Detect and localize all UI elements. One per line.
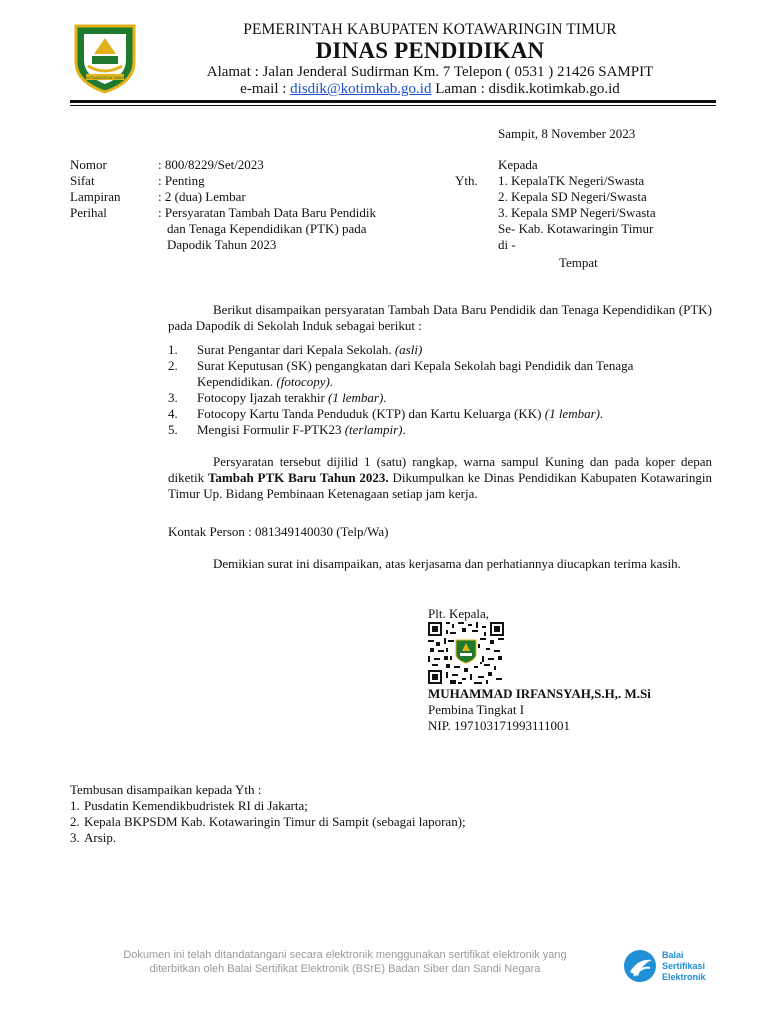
carbon-copy-block <box>70 782 630 846</box>
website-text: Laman : disdik.kotimkab.go.id <box>431 81 620 97</box>
recipient-line-1: 1. KepalaTK Negeri/Swasta <box>498 173 645 188</box>
letterhead-rule-thick <box>70 100 716 103</box>
bsre-logo <box>620 946 730 986</box>
signature-qr-code <box>428 622 504 684</box>
e-signature-notice-line2: diterbitkan oleh Balai Sertifikat Elektronik (BSrE) Badan Siber dan Sandi Negara <box>149 963 541 975</box>
list-item: 3. Fotocopy Ijazah terakhir (1 lembar). <box>168 390 387 405</box>
regency-emblem-logo <box>72 22 138 94</box>
list-item: 1. Pusdatin Kemendikbudristek RI di Jakarta; <box>70 798 308 813</box>
recipient-line-5: di - <box>498 237 516 252</box>
bsre-logo-line2: Sertifikasi <box>662 961 706 971</box>
email-label: e-mail : <box>240 81 291 97</box>
letter-date: Sampit, 8 November 2023 <box>498 126 636 141</box>
e-signature-notice <box>80 948 610 976</box>
binding-cover-title: Tambah PTK Baru Tahun 2023. <box>207 470 389 485</box>
bsre-logo-line3: Elektronik <box>662 972 706 982</box>
agency-address: Alamat : Jalan Jenderal Sudirman Km. 7 Telepon ( 0531 ) 21426 SAMPIT <box>206 64 654 80</box>
signatory-rank: Pembina Tingkat I <box>428 702 525 717</box>
logo-banner-text: KOTAWARINGIN TIMUR <box>86 76 124 80</box>
meta-label-lampiran: Lampiran <box>70 189 121 204</box>
recipient-yth: Yth. <box>455 173 478 188</box>
recipient-line-2: 2. Kepala SD Negeri/Swasta <box>498 189 647 204</box>
bsre-logo-line1: Balai <box>662 950 684 960</box>
e-signature-notice-line1: Dokumen ini telah ditandatangani secara elektronik menggunakan sertifikat elektronik yang <box>123 949 567 961</box>
signatory-name: MUHAMMAD IRFANSYAH,S.H,. M.Si <box>428 686 651 701</box>
meta-value-sifat: : Penting <box>158 173 205 188</box>
signatory-title: Plt. Kepala, <box>428 606 490 621</box>
meta-label-sifat: Sifat <box>70 173 95 188</box>
meta-value-nomor: : 800/8229/Set/2023 <box>158 157 264 172</box>
recipient-place: Tempat <box>559 255 598 270</box>
recipient-line-4: Se- Kab. Kotawaringin Timur <box>498 221 654 236</box>
binding-paragraph: Persyaratan tersebut dijilid 1 (satu) rangkap, warna sampul Kuning dan pada koper depan diketik Tambah PTK Baru Tahun 2023. Dikumpulkan ke Dinas Pendidikan Kabupaten Kotawaringin Timur Up. Bidang Pembinaan Ketenagaan setiap jam kerja. <box>168 454 713 501</box>
requirements-list <box>168 342 712 438</box>
meta-value-perihal: : Persyaratan Tambah Data Baru Pendidik <box>158 205 376 220</box>
list-item: 2. Surat Keputusan (SK) pengangkatan dari Kepala Sekolah bagi Pendidik dan Tenaga Kependidikan. (fotocopy). <box>168 358 634 389</box>
list-item: 5. Mengisi Formulir F-PTK23 (terlampir). <box>168 422 406 437</box>
meta-label-perihal: Perihal <box>70 205 107 220</box>
intro-paragraph: Berikut disampaikan persyaratan Tambah Data Baru Pendidik dan Tenaga Kependidikan (PTK) pada Dapodik di Sekolah Induk sebagai berikut : <box>168 302 712 333</box>
signatory-nip: NIP. 197103171993111001 <box>428 718 571 733</box>
government-name: PEMERINTAH KABUPATEN KOTAWARINGIN TIMUR <box>243 21 617 38</box>
cc-heading: Tembusan disampaikan kepada Yth : <box>70 782 262 797</box>
contact-person: Kontak Person : 081349140030 (Telp/Wa) <box>168 524 389 539</box>
email-link[interactable]: disdik@kotimkab.go.id <box>290 81 432 97</box>
agency-contact <box>150 80 710 98</box>
meta-label-nomor: Nomor <box>70 157 107 172</box>
meta-value-perihal-line2: dan Tenaga Kependidikan (PTK) pada <box>167 221 367 236</box>
agency-name: DINAS PENDIDIKAN <box>315 38 545 63</box>
meta-value-lampiran: : 2 (dua) Lembar <box>158 189 246 204</box>
closing-paragraph: Demikian surat ini disampaikan, atas kerjasama dan perhatiannya diucapkan terima kasih. <box>213 556 681 571</box>
recipient-to: Kepada <box>498 157 538 172</box>
list-item: 1. Surat Pengantar dari Kepala Sekolah. (asli) <box>168 342 423 357</box>
recipient-line-3: 3. Kepala SMP Negeri/Swasta <box>498 205 656 220</box>
list-item: 4. Fotocopy Kartu Tanda Penduduk (KTP) dan Kartu Keluarga (KK) (1 lembar). <box>168 406 604 421</box>
meta-value-perihal-line3: Dapodik Tahun 2023 <box>167 237 277 252</box>
list-item: 2. Kepala BKPSDM Kab. Kotawaringin Timur di Sampit (sebagai laporan); <box>70 814 466 829</box>
list-item: 3. Arsip. <box>70 830 117 845</box>
letterhead-rule-thin <box>70 105 716 106</box>
